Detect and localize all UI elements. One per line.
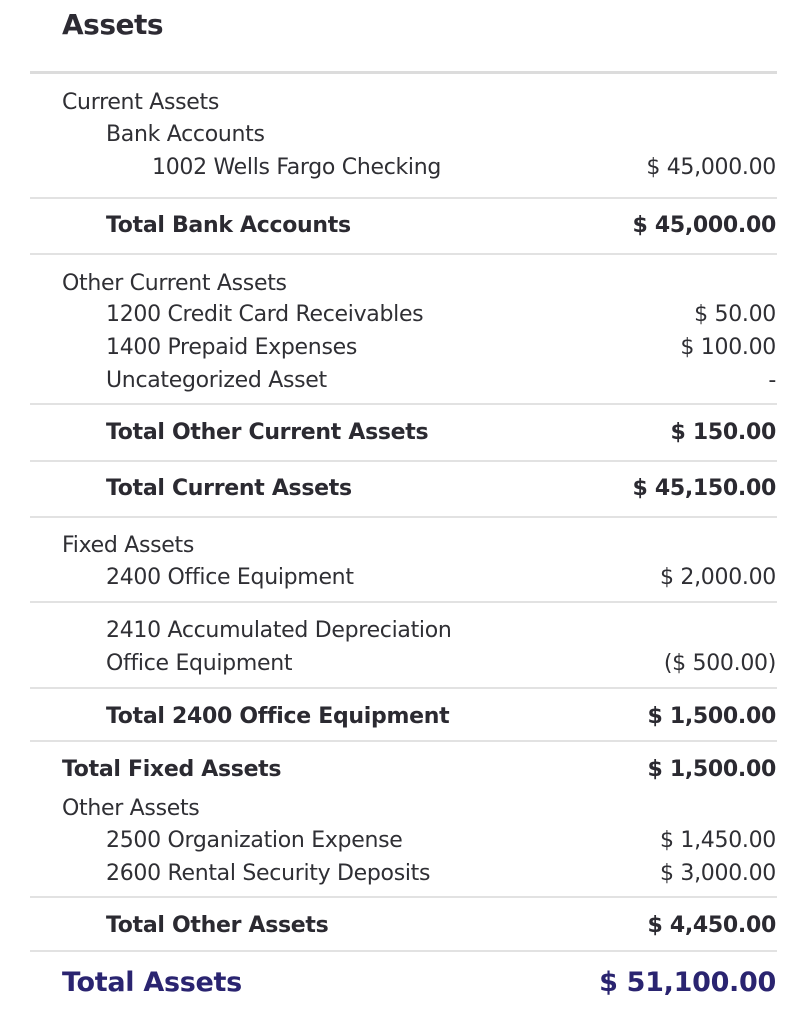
- row-label: Other Current Assets: [62, 271, 287, 296]
- row-amount: $ 45,000.00: [632, 213, 776, 238]
- row-label: Total Other Current Assets: [106, 420, 429, 445]
- title-divider: [30, 71, 777, 74]
- row-amount: $ 45,000.00: [646, 155, 776, 180]
- row-label: 2400 Office Equipment: [106, 565, 354, 590]
- total-row-fixed-assets: [0, 754, 807, 786]
- row-label: 2410 Accumulated Depreciation: [106, 618, 452, 643]
- row-amount: $ 4,450.00: [647, 913, 776, 938]
- divider: [30, 516, 777, 518]
- row-amount: $ 2,000.00: [660, 565, 776, 590]
- subsection-other-current-assets: [0, 268, 807, 300]
- row-amount: $ 50.00: [694, 302, 776, 327]
- total-row-other-assets: [0, 910, 807, 942]
- row-label: 2500 Organization Expense: [106, 828, 403, 853]
- grand-total-label: Total Assets: [62, 967, 242, 998]
- row-label: Total 2400 Office Equipment: [106, 704, 450, 729]
- section-other-assets: [0, 793, 807, 825]
- divider: [30, 601, 777, 603]
- divider: [30, 197, 777, 199]
- section-fixed-assets: [0, 530, 807, 562]
- row-amount: -: [768, 368, 776, 393]
- divider: [30, 403, 777, 405]
- page-title: Assets: [62, 8, 164, 41]
- row-label: Bank Accounts: [106, 122, 265, 147]
- row-label: Total Fixed Assets: [62, 757, 282, 782]
- row-label: Office Equipment: [106, 651, 293, 676]
- row-label: Total Bank Accounts: [106, 213, 351, 238]
- row-label: Uncategorized Asset: [106, 368, 327, 393]
- total-row-current-assets: [0, 473, 807, 505]
- row-label: 2600 Rental Security Deposits: [106, 861, 431, 886]
- total-row-bank-accounts: [0, 210, 807, 242]
- account-row-accumulated-depreciation: [0, 615, 807, 647]
- account-row-prepaid-expenses: [0, 332, 807, 364]
- row-label: 1002 Wells Fargo Checking: [152, 155, 442, 180]
- row-label: Other Assets: [62, 796, 200, 821]
- account-row-credit-card-receivables: [0, 299, 807, 331]
- row-label: Total Other Assets: [106, 913, 329, 938]
- row-amount: $ 3,000.00: [660, 861, 776, 886]
- row-amount: $ 1,450.00: [660, 828, 776, 853]
- divider: [30, 740, 777, 742]
- divider: [30, 896, 777, 898]
- total-row-total-assets: [0, 963, 807, 1003]
- divider: [30, 950, 777, 952]
- row-amount: $ 1,500.00: [647, 757, 776, 782]
- account-row-organization-expense: [0, 825, 807, 857]
- row-amount: $ 150.00: [670, 420, 776, 445]
- account-row-uncategorized-asset: [0, 365, 807, 397]
- section-current-assets: [0, 87, 807, 119]
- total-row-office-equipment: [0, 701, 807, 733]
- account-row-accumulated-depreciation-cont: [0, 648, 807, 680]
- row-amount: ($ 500.00): [663, 651, 776, 676]
- row-amount: $ 1,500.00: [647, 704, 776, 729]
- row-label: 1400 Prepaid Expenses: [106, 335, 357, 360]
- row-label: Current Assets: [62, 90, 220, 115]
- row-label: Fixed Assets: [62, 533, 194, 558]
- divider: [30, 253, 777, 255]
- subsection-bank-accounts: [0, 119, 807, 151]
- row-amount: $ 45,150.00: [632, 476, 776, 501]
- divider: [30, 460, 777, 462]
- row-label: Total Current Assets: [106, 476, 352, 501]
- account-row-rental-security-deposits: [0, 858, 807, 890]
- account-row-wells-fargo: [0, 152, 807, 184]
- row-amount: $ 100.00: [680, 335, 776, 360]
- grand-total-amount: $ 51,100.00: [599, 967, 776, 998]
- divider: [30, 687, 777, 689]
- row-label: 1200 Credit Card Receivables: [106, 302, 424, 327]
- account-row-office-equipment: [0, 562, 807, 594]
- total-row-other-current-assets: [0, 417, 807, 449]
